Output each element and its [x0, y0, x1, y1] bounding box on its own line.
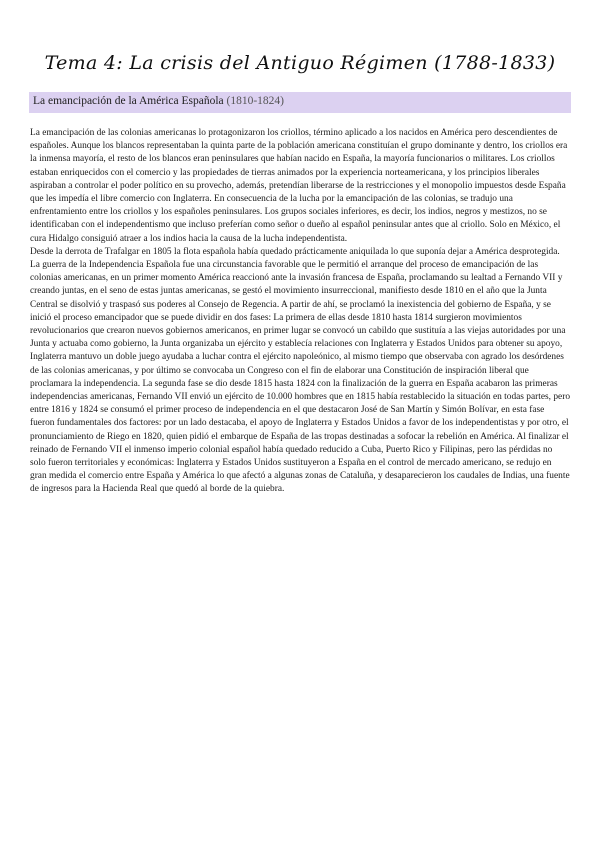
document-title: Tema 4: La crisis del Antiguo Régimen (1788-1833) — [44, 52, 556, 74]
section-heading-bar — [29, 92, 571, 113]
body-paragraph: Desde la derrota de Trafalgar en 1805 la flota española había quedado prácticamente aniquilada lo que suponía dejar a América desprotegida. La guerra de la Independencia Española fue una circunstancia favorable que le permitió el arranque del proceso de emancipación de las colonias americanas, en un primer momento América reaccionó ante la invasión francesa de España, proclamando su lealtad a Fernando VII y creando juntas, en el seno de estas juntas americanas, se gestó el movimiento insurreccional, manifiesto desde 1810 en el año que la Junta Central se disolvió y traspasó sus poderes al Consejo de Regencia. A partir de ahí, se proclamó la inexistencia del gobierno de España, y se inició el proceso emancipador que se puede dividir en dos fases: La primera de ellas desde 1810 hasta 1814 surgieron movimientos revolucionarios que crearon nuevos gobiernos americanos, en primer lugar se convocó un cabildo que sustituía a las viejas autoridades por una Junta y actuaba como gobierno, la Junta organizaba un ejército y establecía relaciones con Inglaterra y Estados Unidos para obtener su apoyo, Inglaterra mantuvo un doble juego ayudaba a luchar contra el ejército napoleónico, al mismo tiempo que observaba con agrado los desórdenes de las colonias americanas, y por último se convocaba un Congreso con el fin de elaborar una Constitución de inspiración liberal que proclamara la independencia. La segunda fase se dio desde 1815 hasta 1824 con la finalización de la guerra en España acabaron las primeras independencias americanas, Fernando VII envió un ejército de 10.000 hombres que en 1815 había restablecido la situación en todas partes, pero entre 1816 y 1824 se consumó el primer proceso de independencia en el que destacaron José de San Martín y Simón Bolívar, en esta fase fueron fundamentales dos factores: por un lado destacaba, el apoyo de Inglaterra y Estados Unidos a favor de los independentistas y por otro, el pronunciamiento de Riego en 1820, quien pidió el embarque de España de las tropas destinadas a sofocar la rebelión en América. Al finalizar el reinado de Fernando VII el inmenso imperio colonial español había quedado reducido a Cuba, Puerto Rico y Filipinas, pero las pérdidas no solo fueron territoriales y económicas: Inglaterra y Estados Unidos sustituyeron a España en el control de mercado americano, se redujo en gran medida el comercio entre España y América lo que afectó a algunas zonas de Cataluña, y desaparecieron los caudales de Indias, una fuente de ingresos para la Hacienda Real que quedó al borde de la quiebra. — [30, 246, 571, 495]
section-heading-text: La emancipación de la América Española — [33, 95, 224, 107]
document-body — [30, 127, 570, 497]
body-paragraph: La emancipación de las colonias americanas lo protagonizaron los criollos, término aplicado a los nacidos en América pero descendientes de españoles. Aunque los blancos representaban la quinta parte de la población americana constituían el grupo dominante y dentro, los criollos era la inmensa mayoría, el resto de los blancos eran peninsulares que habían nacido en España, la mayoría funcionarios o militares. Los criollos estaban enriquecidos con el comercio y las propiedades de tierras animados por la experiencia norteamericana, y los principios liberales aspiraban a controlar el poder político en su provecho, además, pretendían liberarse de la restricciones y el monopolio impuestos desde España que les impedía el libre comercio con Inglaterra. En consecuencia de la lucha por la emancipación de las colonias, se tradujo una enfrentamiento entre los criollos y los españoles peninsulares. Los grupos sociales inferiores, es decir, los indios, negros y mestizos, no se identificaban con el independentismo que incluso preferían como señor o dueño al español peninsular antes que al criollo. Solo en México, el cura Hidalgo consiguió atraer a los indios hacia la causa de la lucha independentista. — [30, 128, 568, 244]
section-heading-years: (1810-1824) — [226, 95, 284, 107]
section-heading — [33, 95, 284, 107]
